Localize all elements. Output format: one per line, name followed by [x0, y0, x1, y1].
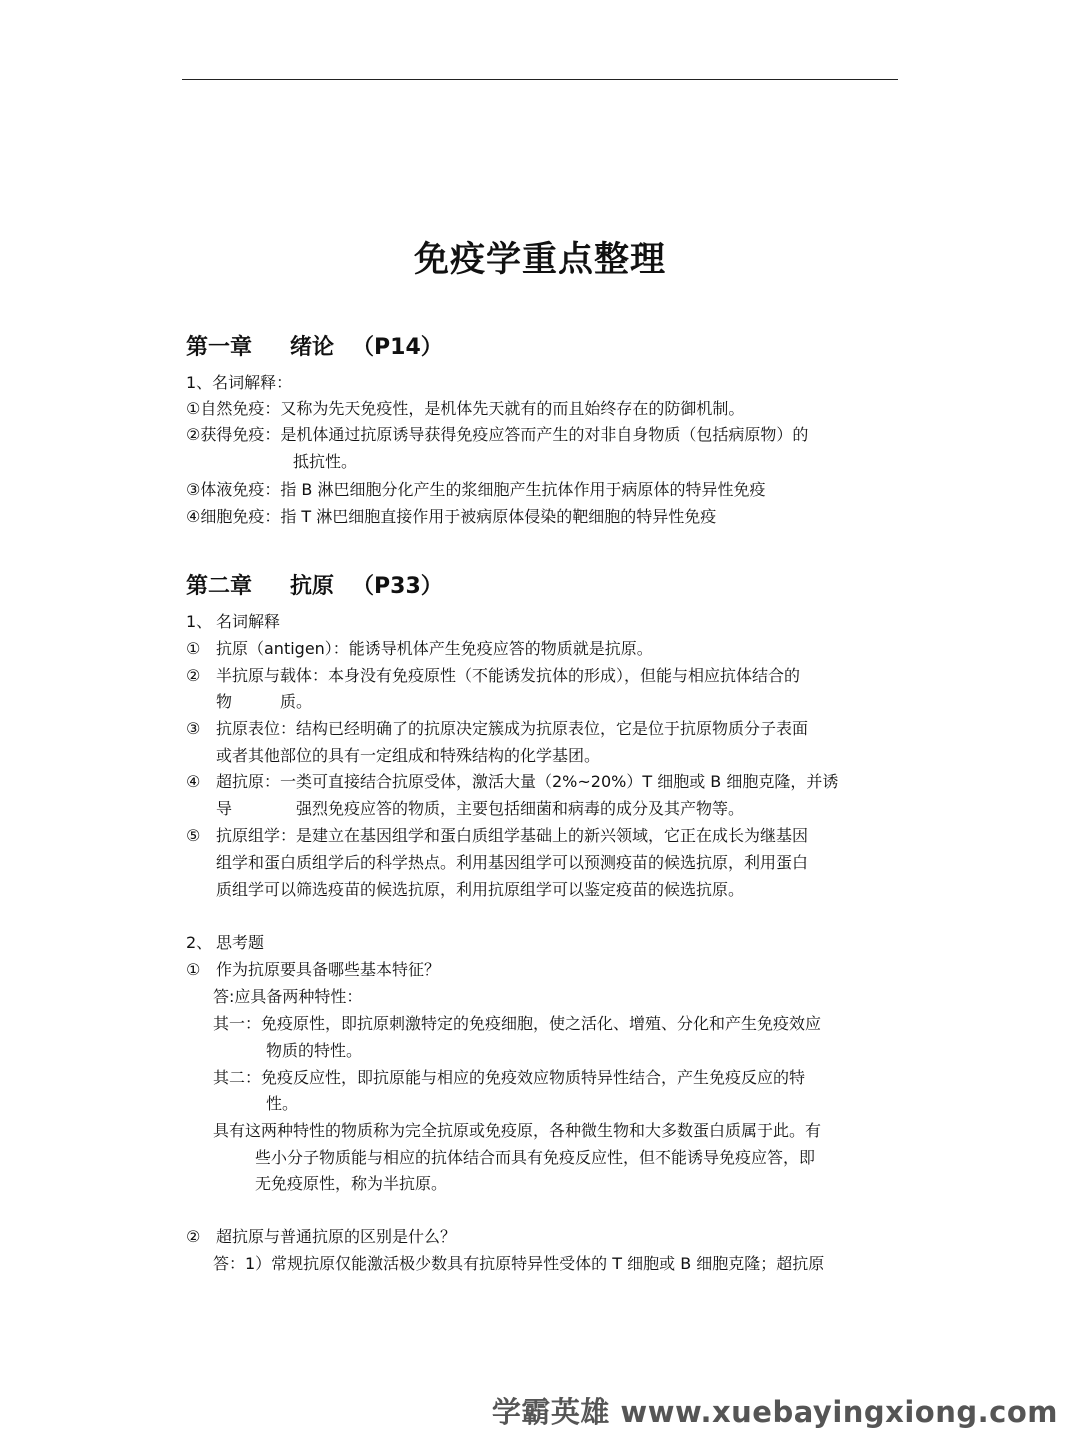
- header-rule: [182, 79, 898, 80]
- ch1-item-2: ②获得免疫：是机体通过抗原诱导获得免疫应答而产生的对非自身物质（包括病原物）的: [186, 425, 809, 444]
- ch2-term-5-cont-2: 质组学可以筛选疫苗的候选抗原，利用抗原组学可以鉴定疫苗的候选抗原。: [216, 880, 745, 899]
- ch2-term-2-cont: 物 质。: [216, 692, 313, 711]
- chapter-1-name: 绪论: [290, 335, 335, 360]
- ch2-term-3-cont: 或者其他部位的具有一定组成和特殊结构的化学基团。: [216, 746, 601, 765]
- ch1-section-title: 1、名词解释：: [186, 373, 293, 392]
- ch2-s1-heading: [186, 611, 280, 633]
- ch2-s2-marker: 2、: [186, 933, 213, 952]
- ch2-answer-1-line-3: 其二：免疫反应性，即抗原能与相应的免疫效应物质特异性结合，产生免疫反应的特: [213, 1068, 806, 1087]
- ch2-term-3: ③ 抗原表位：结构已经明确了的抗原决定簇成为抗原表位，它是位于抗原物质分子表面: [186, 719, 809, 738]
- ch2-answer-2-line-1: 答：1）常规抗原仅能激活极少数具有抗原特异性受体的 T 细胞或 B 细胞克隆；超抗原: [213, 1254, 825, 1273]
- ch2-answer-1-line-4: 性。: [266, 1094, 299, 1113]
- chapter-2-label: 第二章: [186, 574, 253, 599]
- ch2-term-5: ⑤ 抗原组学：是建立在基因组学和蛋白质组学基础上的新兴领域，它正在成长为继基因: [186, 826, 809, 845]
- document-title: 免疫学重点整理: [413, 240, 666, 280]
- chapter-1-label: 第一章: [186, 335, 253, 360]
- chapter-1-heading: [186, 330, 443, 361]
- ch1-item-3: ③体液免疫：指 B 淋巴细胞分化产生的浆细胞产生抗体作用于病原体的特异性免疫: [186, 480, 766, 499]
- ch2-term-2: ② 半抗原与载体：本身没有免疫原性（不能诱发抗体的形成），但能与相应抗体结合的: [186, 666, 801, 685]
- chapter-2-name: 抗原: [290, 574, 335, 599]
- chapter-1-page: （P14）: [352, 335, 443, 360]
- ch2-term-4: ④ 超抗原：一类可直接结合抗原受体，激活大量（2%~20%）T 细胞或 B 细胞克隆，并诱: [186, 772, 839, 791]
- ch2-answer-1-intro: 答:应具备两种特性：: [213, 987, 363, 1006]
- ch2-answer-1-line-6: 些小分子物质能与相应的抗体结合而具有免疫反应性，但不能诱导免疫应答，即: [255, 1148, 816, 1167]
- ch2-answer-1-line-1: 其一：免疫原性，即抗原刺激特定的免疫细胞，使之活化、增殖、分化和产生免疫效应: [213, 1014, 822, 1033]
- ch2-answer-1-line-7: 无免疫原性，称为半抗原。: [255, 1174, 448, 1193]
- ch2-answer-1-line-5: 具有这两种特性的物质称为完全抗原或免疫原，各种微生物和大多数蛋白质属于此。有: [213, 1121, 822, 1140]
- ch2-term-1: ① 抗原（antigen）：能诱导机体产生免疫应答的物质就是抗原。: [186, 639, 653, 658]
- ch2-term-5-cont-1: 组学和蛋白质组学后的科学热点。利用基因组学可以预测疫苗的候选抗原，利用蛋白: [216, 853, 809, 872]
- ch2-s1-title: 名词解释: [216, 612, 281, 631]
- chapter-2-page: （P33）: [352, 574, 443, 599]
- ch2-s1-marker: 1、: [186, 612, 213, 631]
- ch2-s2-heading: [186, 932, 264, 954]
- ch1-item-1: ①自然免疫：又称为先天免疫性，是机体先天就有的而且始终存在的防御机制。: [186, 399, 745, 418]
- ch2-question-2: ② 超抗原与普通抗原的区别是什么？: [186, 1227, 457, 1246]
- chapter-2-heading: [186, 569, 443, 600]
- ch1-item-2-cont: 抵抗性。: [293, 452, 358, 471]
- site-watermark: 学霸英雄 www.xuebayingxiong.com: [491, 1395, 1058, 1429]
- ch2-s2-title: 思考题: [216, 933, 265, 952]
- ch2-answer-1-line-2: 物质的特性。: [266, 1041, 363, 1060]
- ch1-item-4: ④细胞免疫：指 T 淋巴细胞直接作用于被病原体侵染的靶细胞的特异性免疫: [186, 507, 717, 526]
- ch2-term-4-cont: 导 强烈免疫应答的物质，主要包括细菌和病毒的成分及其产物等。: [216, 799, 745, 818]
- ch2-question-1: ① 作为抗原要具备哪些基本特征？: [186, 960, 441, 979]
